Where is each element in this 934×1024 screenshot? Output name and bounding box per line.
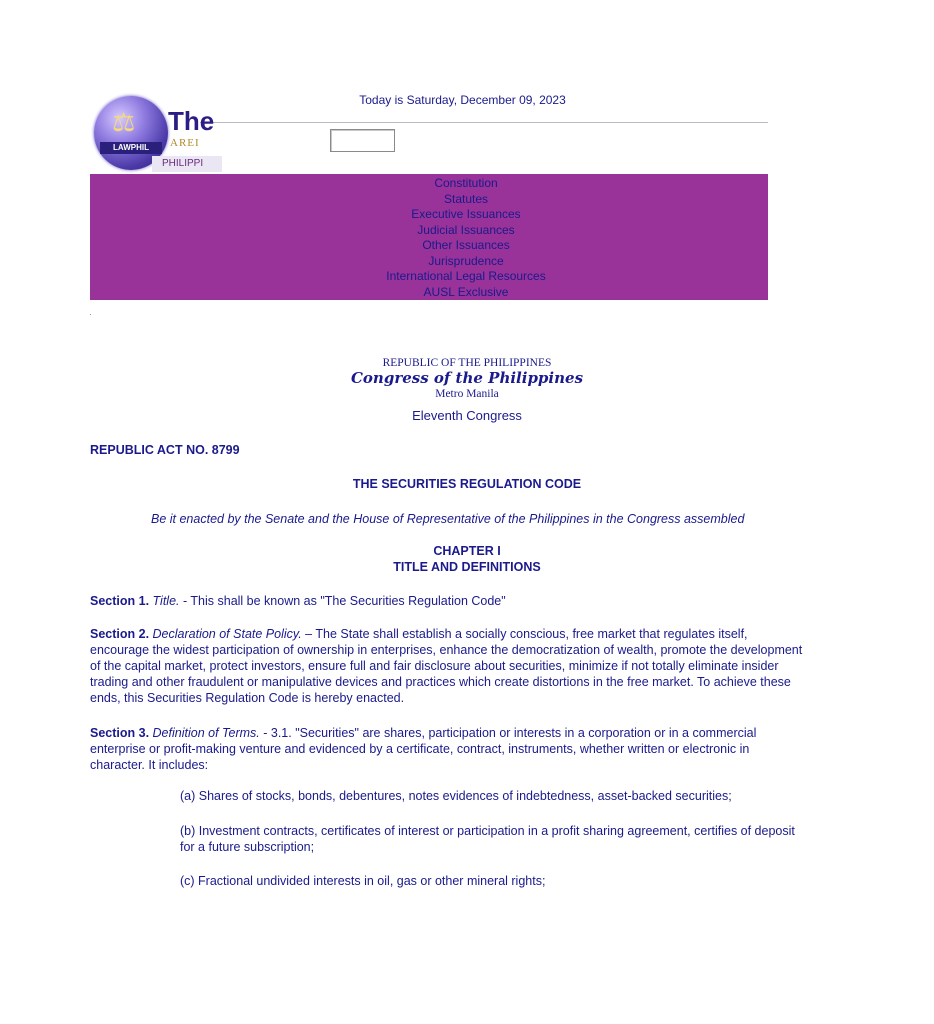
chapter-number: CHAPTER I: [433, 544, 501, 558]
section-1: [90, 593, 850, 609]
session-heading: Eleventh Congress: [412, 408, 522, 423]
section-3: [90, 725, 850, 773]
header-divider: [200, 122, 768, 123]
scales-of-justice-icon: ⚖: [112, 108, 136, 138]
definition-text-line: (c) Fractional undivided interests in oil, gas or other mineral rights;: [180, 874, 546, 888]
nav-item-executive-issuances[interactable]: Executive Issuances: [411, 207, 521, 221]
section-text-line: - 3.1. "Securities" are shares, participation or interests in a corporation or in a commercial: [263, 726, 757, 740]
section-heading: Declaration of State Policy.: [152, 627, 302, 641]
act-title: THE SECURITIES REGULATION CODE: [352, 477, 582, 491]
search-input[interactable]: [330, 129, 395, 152]
nav-item-judicial-issuances[interactable]: Judicial Issuances: [417, 222, 515, 237]
main-nav: [90, 174, 768, 300]
section-text-line: – The State shall establish a socially conscious, free market that regulates itself,: [305, 627, 748, 641]
section-text-line: character. It includes:: [90, 758, 209, 772]
logo-subtitle: AREI: [170, 137, 200, 149]
section-text-line: of the capital market, protect investors, ensure full and fair disclosure about securities, minimize if not totally eliminate insider: [90, 659, 779, 673]
section-text-line: encourage the widest participation of ownership in enterprises, enhance the democratization of wealth, promote the development: [90, 643, 803, 657]
definition-text-line: (a) Shares of stocks, bonds, debentures, notes evidences of indebtedness, asset-backed securities;: [180, 789, 732, 803]
lawphil-logo[interactable]: [92, 94, 215, 174]
nav-item-international-legal-resources[interactable]: International Legal Resources: [386, 269, 546, 283]
section-text-line: ends, this Securities Regulation Code is hereby enacted.: [90, 691, 405, 705]
definition-text-line: (b) Investment contracts, certificates of interest or participation in a profit sharing agreement, certifies of deposit: [180, 824, 795, 838]
logo-country: PHILIPPI: [152, 156, 222, 172]
section-heading: Definition of Terms.: [152, 726, 260, 740]
section-label: Section 2.: [90, 627, 150, 641]
section-label: Section 3.: [90, 726, 150, 740]
nav-item-jurisprudence[interactable]: Jurisprudence: [428, 253, 504, 268]
nav-item-constitution[interactable]: Constitution: [434, 176, 498, 190]
nav-item-ausl-exclusive[interactable]: AUSL Exclusive: [423, 284, 509, 299]
nav-item-other-issuances[interactable]: Other Issuances: [422, 238, 510, 252]
chapter-heading: [0, 543, 934, 575]
nav-item-statutes[interactable]: Statutes: [443, 191, 489, 206]
chapter-title: TITLE AND DEFINITIONS: [393, 560, 541, 574]
section-text-line: - This shall be known as "The Securities Regulation Code": [183, 594, 506, 608]
separator-dot: [90, 314, 91, 315]
logo-title: The: [168, 106, 215, 136]
date-banner: Today is Saturday, December 09, 2023: [359, 93, 566, 107]
definition-text-line: for a future subscription;: [180, 840, 315, 854]
definition-item-a: [180, 788, 860, 804]
logo-badge: LAWPHIL: [100, 142, 162, 154]
definition-item-b: [180, 823, 860, 855]
section-text-line: enterprise or profit-making venture and evidenced by a certificate, contract, instruments, whether written or electronic in: [90, 742, 750, 756]
republic-heading: REPUBLIC OF THE PHILIPPINES: [382, 357, 552, 369]
section-2: [90, 626, 850, 706]
congress-heading: Congress of the Philippines: [350, 369, 584, 387]
definition-item-c: [180, 873, 860, 889]
enacting-clause: Be it enacted by the Senate and the House of Representative of the Philippines in the Congress assembled: [151, 512, 745, 526]
act-number: REPUBLIC ACT NO. 8799: [90, 443, 240, 457]
section-text-line: trading and other fraudulent or manipulative devices and practices which create distortions in the free market. To achieve these: [90, 675, 791, 689]
nav-list: [90, 176, 842, 300]
section-heading: Title.: [152, 594, 180, 608]
section-label: Section 1.: [90, 594, 150, 608]
location-heading: Metro Manila: [435, 388, 499, 400]
